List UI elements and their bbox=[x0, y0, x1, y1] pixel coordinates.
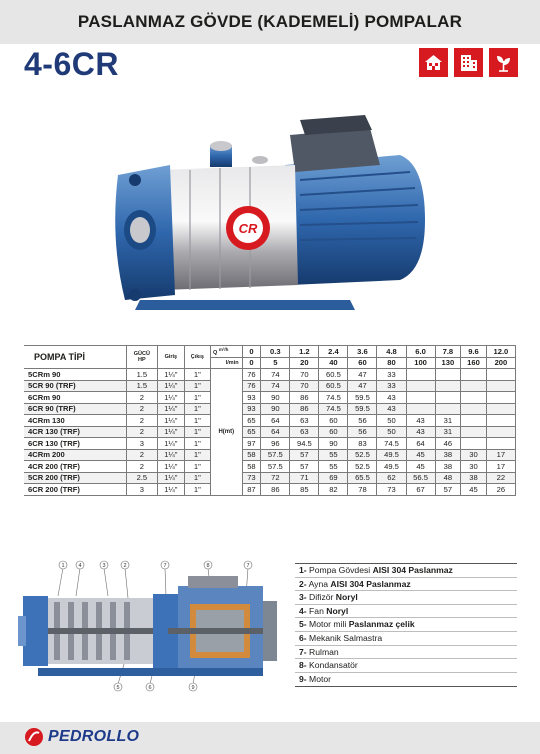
head-value-cell: 86 bbox=[261, 484, 290, 496]
outlet-cell: 1" bbox=[184, 403, 210, 415]
head-value-cell: 57.5 bbox=[261, 461, 290, 473]
inlet-cell: 1¼" bbox=[158, 449, 185, 461]
head-value-cell: 64 bbox=[261, 426, 290, 438]
head-value-cell bbox=[406, 403, 435, 415]
head-value-cell bbox=[406, 369, 435, 381]
power-cell: 3 bbox=[126, 438, 157, 450]
head-value-cell: 22 bbox=[486, 472, 515, 484]
head-value-cell: 86 bbox=[290, 403, 319, 415]
head-value-cell: 52.5 bbox=[348, 449, 377, 461]
inlet-cell: 1¼" bbox=[158, 415, 185, 427]
flow-m3h: 3.6 bbox=[348, 346, 377, 358]
inlet-cell: 1¼" bbox=[158, 403, 185, 415]
outlet-cell: 1" bbox=[184, 449, 210, 461]
head-value-cell: 67 bbox=[406, 484, 435, 496]
col-pump-type: POMPA TİPİ bbox=[24, 346, 126, 369]
power-cell: 2 bbox=[126, 415, 157, 427]
head-value-cell bbox=[486, 380, 515, 392]
pump-type-cell: 6CR 90 (TRF) bbox=[24, 403, 126, 415]
table-row bbox=[24, 415, 516, 427]
head-value-cell: 59.5 bbox=[348, 403, 377, 415]
head-value-cell: 57 bbox=[290, 449, 319, 461]
page-title: PASLANMAZ GÖVDE (KADEMELİ) POMPALAR bbox=[77, 12, 463, 31]
svg-text:2: 2 bbox=[123, 563, 127, 569]
head-value-cell: 38 bbox=[435, 449, 461, 461]
pump-type-cell: 6CR 130 (TRF) bbox=[24, 438, 126, 450]
legend-item: 5- Motor mili Paslanmaz çelik bbox=[295, 618, 517, 632]
head-value-cell: 70 bbox=[290, 380, 319, 392]
head-value-cell: 60.5 bbox=[319, 369, 348, 381]
head-value-cell: 78 bbox=[348, 484, 377, 496]
head-value-cell: 56 bbox=[348, 426, 377, 438]
head-value-cell: 45 bbox=[406, 449, 435, 461]
head-value-cell: 60 bbox=[319, 426, 348, 438]
power-cell: 2 bbox=[126, 426, 157, 438]
head-value-cell: 96 bbox=[261, 438, 290, 450]
head-value-cell: 63 bbox=[290, 415, 319, 427]
head-value-cell: 58 bbox=[242, 449, 261, 461]
flow-lmin: 20 bbox=[290, 357, 319, 369]
pump-type-cell: 5CR 200 (TRF) bbox=[24, 472, 126, 484]
head-value-cell: 30 bbox=[461, 461, 487, 473]
head-value-cell: 55 bbox=[319, 461, 348, 473]
svg-text:8: 8 bbox=[206, 563, 210, 569]
legend-item: 1- Pompa Gövdesi AISI 304 Paslanmaz bbox=[295, 564, 517, 578]
table-row bbox=[24, 403, 516, 415]
flow-lmin: 40 bbox=[319, 357, 348, 369]
inlet-cell: 1¼" bbox=[158, 438, 185, 450]
head-value-cell: 33 bbox=[377, 380, 406, 392]
head-value-cell: 31 bbox=[435, 415, 461, 427]
head-value-cell: 90 bbox=[261, 403, 290, 415]
head-value-cell: 50 bbox=[377, 426, 406, 438]
head-value-cell bbox=[461, 369, 487, 381]
table-row bbox=[24, 461, 516, 473]
power-cell: 1.5 bbox=[126, 369, 157, 381]
head-value-cell bbox=[461, 415, 487, 427]
head-value-cell: 73 bbox=[242, 472, 261, 484]
head-value-cell: 57 bbox=[435, 484, 461, 496]
flow-lmin: 160 bbox=[461, 357, 487, 369]
head-label: H(mt) bbox=[211, 369, 243, 496]
head-value-cell: 90 bbox=[319, 438, 348, 450]
flow-m3h: 0 bbox=[242, 346, 261, 358]
brand-logo-icon bbox=[24, 727, 44, 747]
brand-name: PEDROLLO bbox=[48, 728, 140, 745]
head-value-cell: 47 bbox=[348, 380, 377, 392]
flow-m3h: 0.3 bbox=[261, 346, 290, 358]
flow-m3h: 12.0 bbox=[486, 346, 515, 358]
performance-table bbox=[24, 345, 516, 496]
power-cell: 2.5 bbox=[126, 472, 157, 484]
head-value-cell: 65 bbox=[242, 426, 261, 438]
svg-text:4: 4 bbox=[78, 563, 82, 569]
pump-type-cell: 4CR 130 (TRF) bbox=[24, 426, 126, 438]
head-value-cell: 55 bbox=[319, 449, 348, 461]
outlet-cell: 1" bbox=[184, 415, 210, 427]
flow-m3h: 9.6 bbox=[461, 346, 487, 358]
head-value-cell bbox=[486, 392, 515, 404]
flow-m3h: 6.0 bbox=[406, 346, 435, 358]
pump-badge-label: CR bbox=[238, 221, 258, 236]
head-value-cell bbox=[435, 369, 461, 381]
inlet-cell: 1¼" bbox=[158, 484, 185, 496]
brand-logo bbox=[24, 727, 139, 747]
head-value-cell: 43 bbox=[377, 403, 406, 415]
col-power: GÜCÜ HP bbox=[126, 346, 157, 369]
head-value-cell: 60 bbox=[319, 415, 348, 427]
head-value-cell: 70 bbox=[290, 369, 319, 381]
table-row bbox=[24, 392, 516, 404]
head-value-cell bbox=[486, 438, 515, 450]
head-value-cell: 43 bbox=[377, 392, 406, 404]
head-value-cell: 31 bbox=[435, 426, 461, 438]
svg-text:5: 5 bbox=[116, 685, 120, 691]
head-value-cell: 94.5 bbox=[290, 438, 319, 450]
legend-item: 4- Fan Noryl bbox=[295, 605, 517, 619]
svg-text:9: 9 bbox=[191, 685, 195, 691]
legend-item: 9- Motor bbox=[299, 673, 332, 684]
inlet-cell: 1¼" bbox=[158, 369, 185, 381]
head-value-cell: 93 bbox=[242, 403, 261, 415]
svg-text:3: 3 bbox=[102, 563, 106, 569]
head-value-cell: 64 bbox=[406, 438, 435, 450]
inlet-cell: 1¼" bbox=[158, 461, 185, 473]
svg-text:7: 7 bbox=[163, 563, 167, 569]
power-cell: 2 bbox=[126, 392, 157, 404]
legend-item: 8- Kondansatör bbox=[295, 659, 517, 673]
head-value-cell: 38 bbox=[461, 472, 487, 484]
head-value-cell: 64 bbox=[261, 415, 290, 427]
head-value-cell: 59.5 bbox=[348, 392, 377, 404]
col-q-m3h: Q $^{m^3/h}$ bbox=[211, 346, 243, 358]
head-value-cell: 57 bbox=[290, 461, 319, 473]
outlet-cell: 1" bbox=[184, 369, 210, 381]
table-row bbox=[24, 472, 516, 484]
power-cell: 3 bbox=[126, 484, 157, 496]
head-value-cell: 97 bbox=[242, 438, 261, 450]
head-value-cell: 76 bbox=[242, 369, 261, 381]
flow-lmin: 0 bbox=[242, 357, 261, 369]
pump-type-cell: 4CR 200 (TRF) bbox=[24, 461, 126, 473]
head-value-cell: 74 bbox=[261, 369, 290, 381]
head-value-cell: 45 bbox=[406, 461, 435, 473]
outlet-cell: 1" bbox=[184, 380, 210, 392]
outlet-cell: 1" bbox=[184, 461, 210, 473]
pump-type-cell: 4CRm 130 bbox=[24, 415, 126, 427]
power-cell: 2 bbox=[126, 449, 157, 461]
head-value-cell: 86 bbox=[290, 392, 319, 404]
power-cell: 2 bbox=[126, 403, 157, 415]
head-value-cell bbox=[486, 415, 515, 427]
head-value-cell: 93 bbox=[242, 392, 261, 404]
flow-m3h: 2.4 bbox=[319, 346, 348, 358]
head-value-cell bbox=[486, 403, 515, 415]
head-value-cell: 33 bbox=[377, 369, 406, 381]
table-row bbox=[24, 449, 516, 461]
head-value-cell: 85 bbox=[290, 484, 319, 496]
head-value-cell: 72 bbox=[261, 472, 290, 484]
head-value-cell: 56.5 bbox=[406, 472, 435, 484]
building-icon bbox=[454, 48, 483, 77]
head-value-cell: 17 bbox=[486, 449, 515, 461]
header-bar bbox=[0, 0, 540, 44]
head-value-cell: 30 bbox=[461, 449, 487, 461]
head-value-cell bbox=[461, 438, 487, 450]
head-value-cell: 58 bbox=[242, 461, 261, 473]
head-value-cell: 87 bbox=[242, 484, 261, 496]
pump-type-cell: 5CRm 90 bbox=[24, 369, 126, 381]
head-value-cell: 90 bbox=[261, 392, 290, 404]
head-value-cell: 65 bbox=[242, 415, 261, 427]
flow-lmin: 60 bbox=[348, 357, 377, 369]
head-value-cell bbox=[461, 403, 487, 415]
head-value-cell: 52.5 bbox=[348, 461, 377, 473]
flow-m3h: 4.8 bbox=[377, 346, 406, 358]
legend-item: 2- Ayna AISI 304 Paslanmaz bbox=[295, 578, 517, 592]
flow-m3h: 7.8 bbox=[435, 346, 461, 358]
head-value-cell: 82 bbox=[319, 484, 348, 496]
head-value-cell: 65.5 bbox=[348, 472, 377, 484]
flow-m3h: 1.2 bbox=[290, 346, 319, 358]
head-value-cell bbox=[406, 380, 435, 392]
model-title: 4-6CR bbox=[24, 46, 119, 82]
parts-legend bbox=[295, 563, 517, 687]
application-icons bbox=[419, 48, 518, 77]
head-value-cell: 74.5 bbox=[319, 403, 348, 415]
head-value-cell: 74.5 bbox=[377, 438, 406, 450]
table-row bbox=[24, 484, 516, 496]
pump-type-cell: 6CR 200 (TRF) bbox=[24, 484, 126, 496]
head-value-cell: 74 bbox=[261, 380, 290, 392]
legend-item: 3- Difizör Noryl bbox=[295, 591, 517, 605]
head-value-cell: 56 bbox=[348, 415, 377, 427]
flow-lmin: 100 bbox=[406, 357, 435, 369]
outlet-cell: 1" bbox=[184, 472, 210, 484]
head-value-cell: 50 bbox=[377, 415, 406, 427]
col-outlet: Çıkış bbox=[184, 346, 210, 369]
outlet-cell: 1" bbox=[184, 392, 210, 404]
head-value-cell bbox=[461, 392, 487, 404]
head-value-cell: 83 bbox=[348, 438, 377, 450]
col-q-lmin: l/min bbox=[211, 357, 243, 369]
inlet-cell: 1¼" bbox=[158, 472, 185, 484]
inlet-cell: 1¼" bbox=[158, 380, 185, 392]
outlet-cell: 1" bbox=[184, 484, 210, 496]
head-value-cell: 49.5 bbox=[377, 461, 406, 473]
head-value-cell: 62 bbox=[377, 472, 406, 484]
pump-type-cell: 6CRm 90 bbox=[24, 392, 126, 404]
head-value-cell: 63 bbox=[290, 426, 319, 438]
flow-lmin: 130 bbox=[435, 357, 461, 369]
inlet-cell: 1¼" bbox=[158, 426, 185, 438]
head-value-cell: 49.5 bbox=[377, 449, 406, 461]
head-value-cell: 48 bbox=[435, 472, 461, 484]
svg-text:6: 6 bbox=[148, 685, 152, 691]
pump-type-cell: 4CRm 200 bbox=[24, 449, 126, 461]
table-row bbox=[24, 438, 516, 450]
head-value-cell: 47 bbox=[348, 369, 377, 381]
head-value-cell: 73 bbox=[377, 484, 406, 496]
svg-text:1: 1 bbox=[61, 563, 65, 569]
head-value-cell: 71 bbox=[290, 472, 319, 484]
head-value-cell: 60.5 bbox=[319, 380, 348, 392]
head-value-cell bbox=[486, 426, 515, 438]
outlet-cell: 1" bbox=[184, 426, 210, 438]
head-value-cell bbox=[461, 380, 487, 392]
col-inlet: Giriş bbox=[158, 346, 185, 369]
head-value-cell bbox=[461, 426, 487, 438]
pump-section-diagram bbox=[18, 556, 280, 701]
head-value-cell: 57.5 bbox=[261, 449, 290, 461]
head-value-cell: 43 bbox=[406, 415, 435, 427]
head-value-cell: 26 bbox=[486, 484, 515, 496]
power-cell: 1.5 bbox=[126, 380, 157, 392]
table-row bbox=[24, 426, 516, 438]
inlet-cell: 1¼" bbox=[158, 392, 185, 404]
flow-lmin: 80 bbox=[377, 357, 406, 369]
head-value-cell: 45 bbox=[461, 484, 487, 496]
power-cell: 2 bbox=[126, 461, 157, 473]
head-value-cell: 74.5 bbox=[319, 392, 348, 404]
head-value-cell: 43 bbox=[406, 426, 435, 438]
head-value-cell: 46 bbox=[435, 438, 461, 450]
pump-product-image bbox=[100, 110, 440, 315]
house-icon bbox=[419, 48, 448, 77]
head-value-cell: 69 bbox=[319, 472, 348, 484]
head-value-cell bbox=[406, 392, 435, 404]
head-value-cell: 76 bbox=[242, 380, 261, 392]
head-value-cell: 17 bbox=[486, 461, 515, 473]
table-row bbox=[24, 369, 516, 381]
legend-item: 7- Rulman bbox=[295, 646, 517, 660]
legend-item: 6- Mekanik Salmastra bbox=[295, 632, 517, 646]
head-value-cell bbox=[435, 392, 461, 404]
outlet-cell: 1" bbox=[184, 438, 210, 450]
table-row bbox=[24, 380, 516, 392]
flow-lmin: 200 bbox=[486, 357, 515, 369]
head-value-cell: 38 bbox=[435, 461, 461, 473]
pump-type-cell: 5CR 90 (TRF) bbox=[24, 380, 126, 392]
svg-text:7: 7 bbox=[246, 563, 250, 569]
head-value-cell bbox=[435, 403, 461, 415]
head-value-cell bbox=[486, 369, 515, 381]
plant-icon bbox=[489, 48, 518, 77]
head-value-cell bbox=[435, 380, 461, 392]
flow-lmin: 5 bbox=[261, 357, 290, 369]
